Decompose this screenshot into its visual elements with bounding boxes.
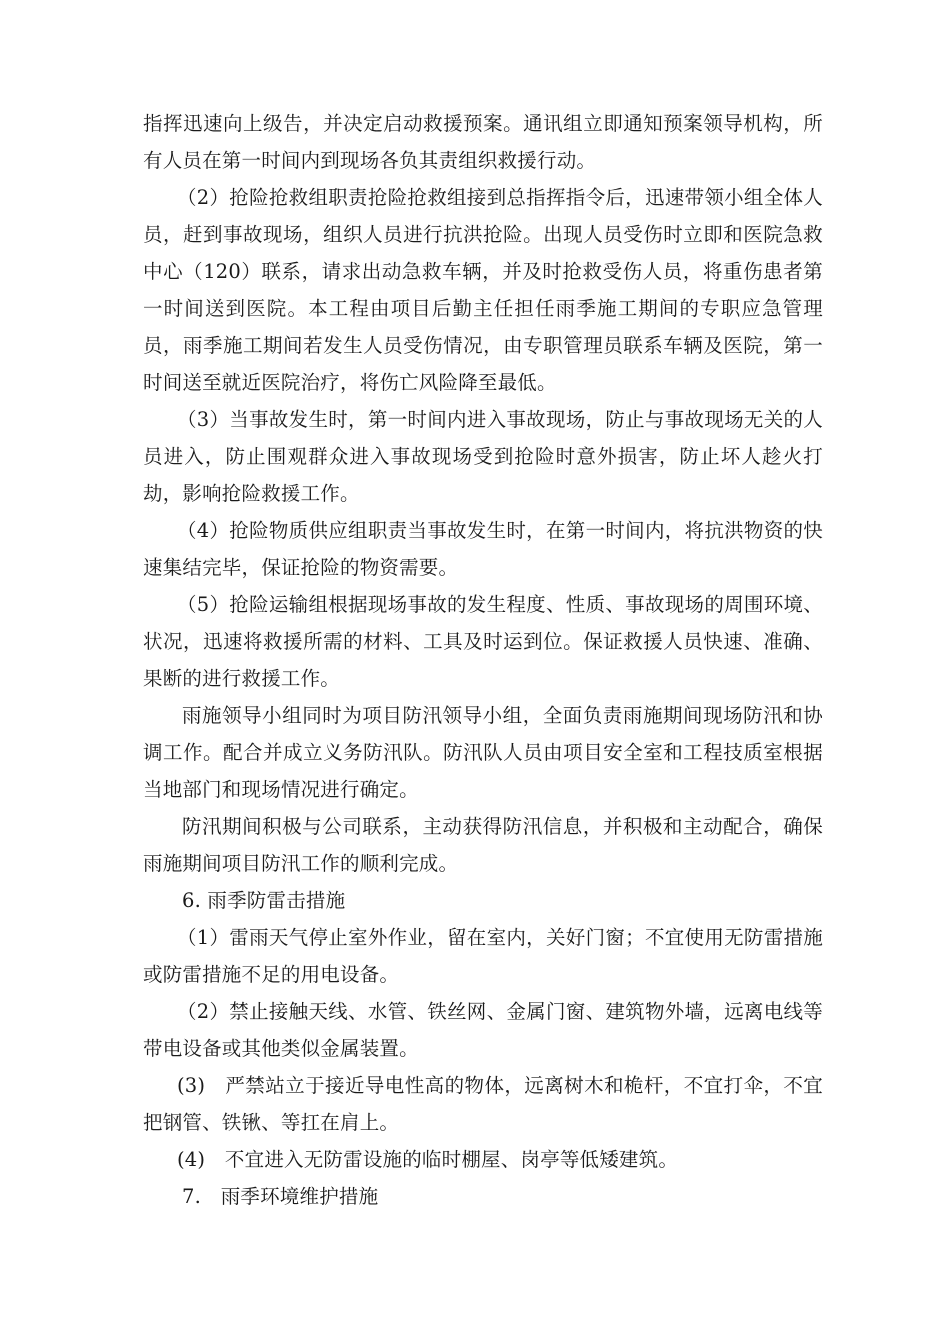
lightning-item-3: (3) 严禁站立于接近导电性高的物体，远离树木和桅杆，不宜打伞，不宜把钢管、铁锹、等扛在肩上。 [143, 1074, 823, 1134]
paragraph-item-2: （2）抢险抢救组职责抢险抢救组接到总指挥指令后，迅速带领小组全体人员，赶到事故现场，组织人员进行抗洪抢险。出现人员受伤时立即和医院急救中心（120）联系，请求出动急救车辆，并及时抢救受伤人员，将重伤患者第一时间送到医院。本工程由项目后勤主任担任雨季施工期间的专职应急管理员，雨季施工期间若发生人员受伤情况，由专职管理员联系车辆及医院，第一时间送至就近医院治疗，将伤亡风险降至最低。 [143, 186, 823, 394]
paragraph-flood-team: 雨施领导小组同时为项目防汛领导小组，全面负责雨施期间现场防汛和协调工作。配合并成立义务防汛队。防汛队人员由项目安全室和工程技质室根据当地部门和现场情况进行确定。 [143, 704, 823, 801]
paragraph-flood-period: 防汛期间积极与公司联系，主动获得防汛信息，并积极和主动配合，确保雨施期间项目防汛工作的顺利完成。 [143, 815, 823, 875]
lightning-item-1: （1）雷雨天气停止室外作业，留在室内，关好门窗；不宜使用无防雷措施或防雷措施不足的用电设备。 [143, 926, 823, 986]
paragraph-item-4: （4）抢险物质供应组职责当事故发生时，在第一时间内，将抗洪物资的快速集结完毕，保证抢险的物资需要。 [143, 519, 823, 579]
paragraph-continuation: 指挥迅速向上级告，并决定启动救援预案。通讯组立即通知预案领导机构，所有人员在第一时间内到现场各负其责组织救援行动。 [143, 112, 823, 172]
section-heading-environment: 7. 雨季环境维护措施 [182, 1185, 379, 1208]
section-heading-lightning: 6. 雨季防雷击措施 [182, 889, 346, 912]
paragraph-item-5: （5）抢险运输组根据现场事故的发生程度、性质、事故现场的周围环境、状况，迅速将救援所需的材料、工具及时运到位。保证救援人员快速、准确、果断的进行救援工作。 [143, 593, 823, 690]
lightning-item-2: （2）禁止接触天线、水管、铁丝网、金属门窗、建筑物外墙，远离电线等带电设备或其他类似金属装置。 [143, 1000, 823, 1060]
lightning-item-4: (4) 不宜进入无防雷设施的临时棚屋、岗亭等低矮建筑。 [177, 1148, 679, 1171]
paragraph-item-3: （3）当事故发生时，第一时间内进入事故现场，防止与事故现场无关的人员进入，防止围观群众进入事故现场受到抢险时意外损害，防止坏人趁火打劫，影响抢险救援工作。 [143, 408, 823, 505]
document-body [143, 105, 823, 1215]
